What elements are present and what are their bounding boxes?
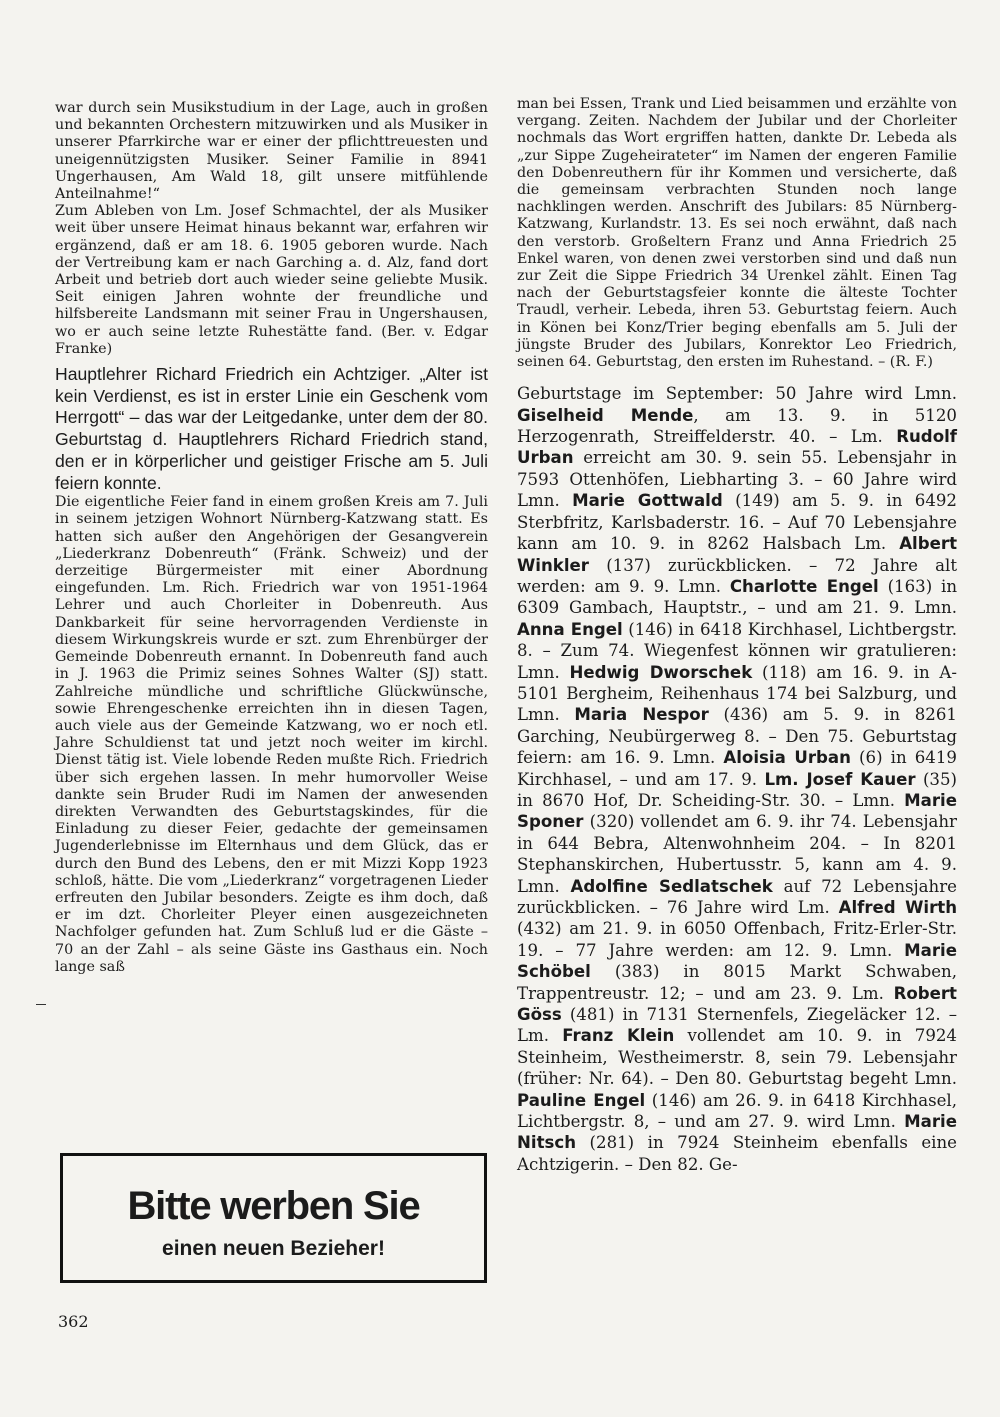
person-name: Giselheid Mende	[517, 405, 694, 425]
person-name: Marie Schöbel	[517, 940, 957, 982]
person-name: Adolfine Sedlatschek	[570, 876, 773, 896]
person-name: Albert Winkler	[517, 534, 957, 575]
article-continuation: man bei Essen, Trank und Lied beisammen und erzählte von vergang. Zeiten. Nachdem der Jubilar und der Chorleiter nochmals das Wort ergriffen hatten, dankte Dr. Lebeda als „zur Sippe Zugeheirateter“ im Namen der engeren Familie den Dobenreuthern für ihr Kommen und versicherte, daß die gemeinsam verbrachten Stunden noch lange nachklingen werden. Anschrift des Jubilars: 85 Nürnberg-Katzwang, Kurlandstr. 13. Es sei noch erwähnt, daß nach den verstorb. Großeltern Franz und Anna Friedrich 25 Enkel waren, von denen zwei verstorben sind und daß nun zur Zeit die Sippe Friedrich 34 Urenkel zählt. Einen Tag nach der Geburtstagsfeier konnte die älteste Tochter Traudl, verheir. Lebeda, ihren 53. Geburtstag feiern. Auch in Könen bei Konz/Trier beging ebenfalls am 5. Juli der jüngste Bruder des Jubilars, Konrektor Leo Friedrich, seinen 64. Geburtstag, den ersten im Ruhestand. – (R. F.)	[517, 96, 957, 371]
person-name: Anna Engel	[517, 619, 623, 639]
person-name: Maria Nespor	[574, 705, 709, 725]
article-lead: Hauptlehrer Richard Friedrich ein Achtziger. „Alter ist kein Verdienst, es ist in erster Linie ein Geschenk vom Herrgott“ – das war der Leitgedanke, unter dem der 80. Geburtstag d. Hauptlehrers Richard Friedrich stand, den er in körperlicher und geistiger Frische am 5. Juli feiern konnte.	[55, 364, 488, 493]
person-name: Charlotte Engel	[729, 576, 879, 596]
person-name: Lm. Josef Kauer	[764, 769, 916, 789]
person-name: Marie Sponer	[517, 790, 957, 832]
obituary-paragraph-2: Zum Ableben von Lm. Josef Schmachtel, der als Musiker weit über unsere Heimat hinaus bekannt war, erfahren wir ergänzend, daß er am 18. 6. 1905 geboren wurde. Nach der Vertreibung kam er nach Garching a. d. Alz, fand dort Arbeit und betrieb dort auch wieder seine geliebte Musik. Seit einigen Jahren wohnte der freundliche und hilfsbereite Landsmann mit seiner Frau in Ungershausen, wo er auch seine letzte Ruhestätte fand. (Ber. v. Edgar Franke)	[55, 203, 488, 357]
obituary-paragraph-1: war durch sein Musikstudium in der Lage, auch in großen und bekannten Orchestern mitzuwirken und als Musiker in unserer Pfarrkirche war er einer der pflichttreuesten und uneigennützigsten Musiker. Seiner Familie in 8941 Ungerhausen, Am Wald 18, gilt unsere mitfühlende Anteilnahme!“	[55, 100, 488, 203]
birthday-list: Geburtstage im September: 50 Jahre wird Lmn. Giselheid Mende, am 13. 9. in 5120 Herzogenrath, Streiffelderstr. 40. – Lm. Rudolf Urban erreicht am 30. 9. sein 55. Lebensjahr in 7593 Ottenhöfen, Liebharting 3. – 60 Jahre wird Lmn. Marie Gottwald (149) am 5. 9. in 6492 Sterbfritz, Karlsbaderstr. 16. – Auf 70 Lebensjahre kann am 10. 9. in 8262 Halsbach Lm. Albert Winkler (137) zurückblicken. – 72 Jahre alt werden: am 9. 9. Lmn. Charlotte Engel (163) in 6309 Gambach, Hauptstr., – und am 21. 9. Lmn. Anna Engel (146) in 6418 Kirchhasel, Lichtbergstr. 8. – Zum 74. Wiegenfest können wir gratulieren: Lmn. Hedwig Dworschek (118) am 16. 9. in A-5101 Bergheim, Reihenhaus 174 bei Salzburg, und Lmn. Maria Nespor (436) am 5. 9. in 8261 Garching, Neubürgerweg 8. – Den 75. Geburtstag feiern: am 16. 9. Lmn. Aloisia Urban (6) in 6419 Kirchhasel, – und am 17. 9. Lm. Josef Kauer (35) in 8670 Hof, Dr. Scheiding-Str. 30. – Lmn. Marie Sponer (320) vollendet am 6. 9. ihr 74. Lebensjahr in 644 Bebra, Altenwohnheim 204. – In 8201 Stephanskirchen, Hubertusstr. 5, kann am 4. 9. Lmn. Adolfine Sedlatschek auf 72 Lebensjahre zurückblicken. – 76 Jahre wird Lm. Alfred Wirth (432) am 21. 9. in 6050 Offenbach, Fritz-Erler-Str. 19. – 77 Jahre werden: am 12. 9. Lmn. Marie Schöbel (383) in 8015 Markt Schwaben, Trappentreustr. 12; – und am 23. 9. Lm. Robert Göss (481) in 7131 Sternenfels, Ziegeläcker 12. – Lm. Franz Klein vollendet am 10. 9. in 7924 Steinheim, Westheimerstr. 8, sein 79. Lebensjahr (früher: Nr. 64). – Den 80. Geburtstag begeht Lmn. Pauline Engel (146) am 26. 9. in 6418 Kirchhasel, Lichtbergstr. 8, – und am 27. 9. wird Lmn. Marie Nitsch (281) in 7924 Steinheim ebenfalls eine Achtzigerin. – Den 82. Ge-	[517, 384, 958, 1174]
person-name: Pauline Engel	[517, 1090, 646, 1110]
person-name: Marie Gottwald	[572, 491, 723, 511]
page-number: 362	[58, 1312, 89, 1331]
left-column	[55, 100, 488, 976]
person-name: Franz Klein	[562, 1026, 675, 1046]
person-name: Hedwig Dworschek	[569, 662, 753, 682]
person-name: Robert Göss	[517, 983, 957, 1025]
advert-box	[60, 1153, 487, 1283]
margin-mark	[36, 1004, 46, 1005]
right-column	[517, 96, 957, 1175]
article-body: Die eigentliche Feier fand in einem großen Kreis am 7. Juli in seinem jetzigen Wohnort Nürnberg-Katzwang statt. Es hatten sich außer den Angehörigen der Gesangverein „Liederkranz Dobenreuth“ (Fränk. Schweiz) und der derzeitige Bürgermeister mit einer Abordnung eingefunden. Lm. Rich. Friedrich war von 1951-1964 Lehrer und auch Chorleiter in Dobenreuth. Aus Dankbarkeit für seine hervorragenden Verdienste in diesem Wirkungskreis wurde er szt. zum Ehrenbürger der Gemeinde Dobenreuth ernannt. In Dobenreuth fand auch in J. 1963 die Primiz seines Sohnes Walter (SJ) statt. Zahlreiche mündliche und schriftliche Glückwünsche, sowie Ehrengeschenke erreichten ihn in diesen Tagen, auch viele aus der Gemeinde Katzwang, wo er noch etl. Jahre Schuldienst tat und jetzt noch weiter im kirchl. Dienst tätig ist. Viele lobende Reden mußte Rich. Friedrich über sich ergehen lassen. In mehr humorvoller Weise dankte sein Bruder Rudi im Namen der anwesenden direkten Verwandten des Geburtstagskindes, für die Einladung zu dieser Feier, gedachte der gemeinsamen Jugenderlebnisse im Elternhaus und dem Glück, das er durch den Bund des Lebens, den er mit Mizzi Kopp 1923 schloß, hätte. Die vom „Liederkranz“ vorgetragenen Lieder erfreuten den Jubilar besonders. Zeigte es ihm doch, daß er im dzt. Chorleiter Pleyer einen ausgezeichneten Nachfolger gefunden hat. Zum Schluß lud er die Gäste – 70 an der Zahl – als seine Gäste ins Gasthaus ein. Noch lange saß	[55, 494, 488, 975]
advert-title: Bitte werben Sie	[127, 1184, 420, 1228]
advert-subtitle: einen neuen Bezieher!	[162, 1237, 385, 1260]
person-name: Rudolf Urban	[517, 427, 957, 468]
person-name: Aloisia Urban	[723, 748, 851, 768]
person-name: Alfred Wirth	[838, 898, 958, 917]
person-name: Marie Nitsch	[517, 1112, 957, 1153]
